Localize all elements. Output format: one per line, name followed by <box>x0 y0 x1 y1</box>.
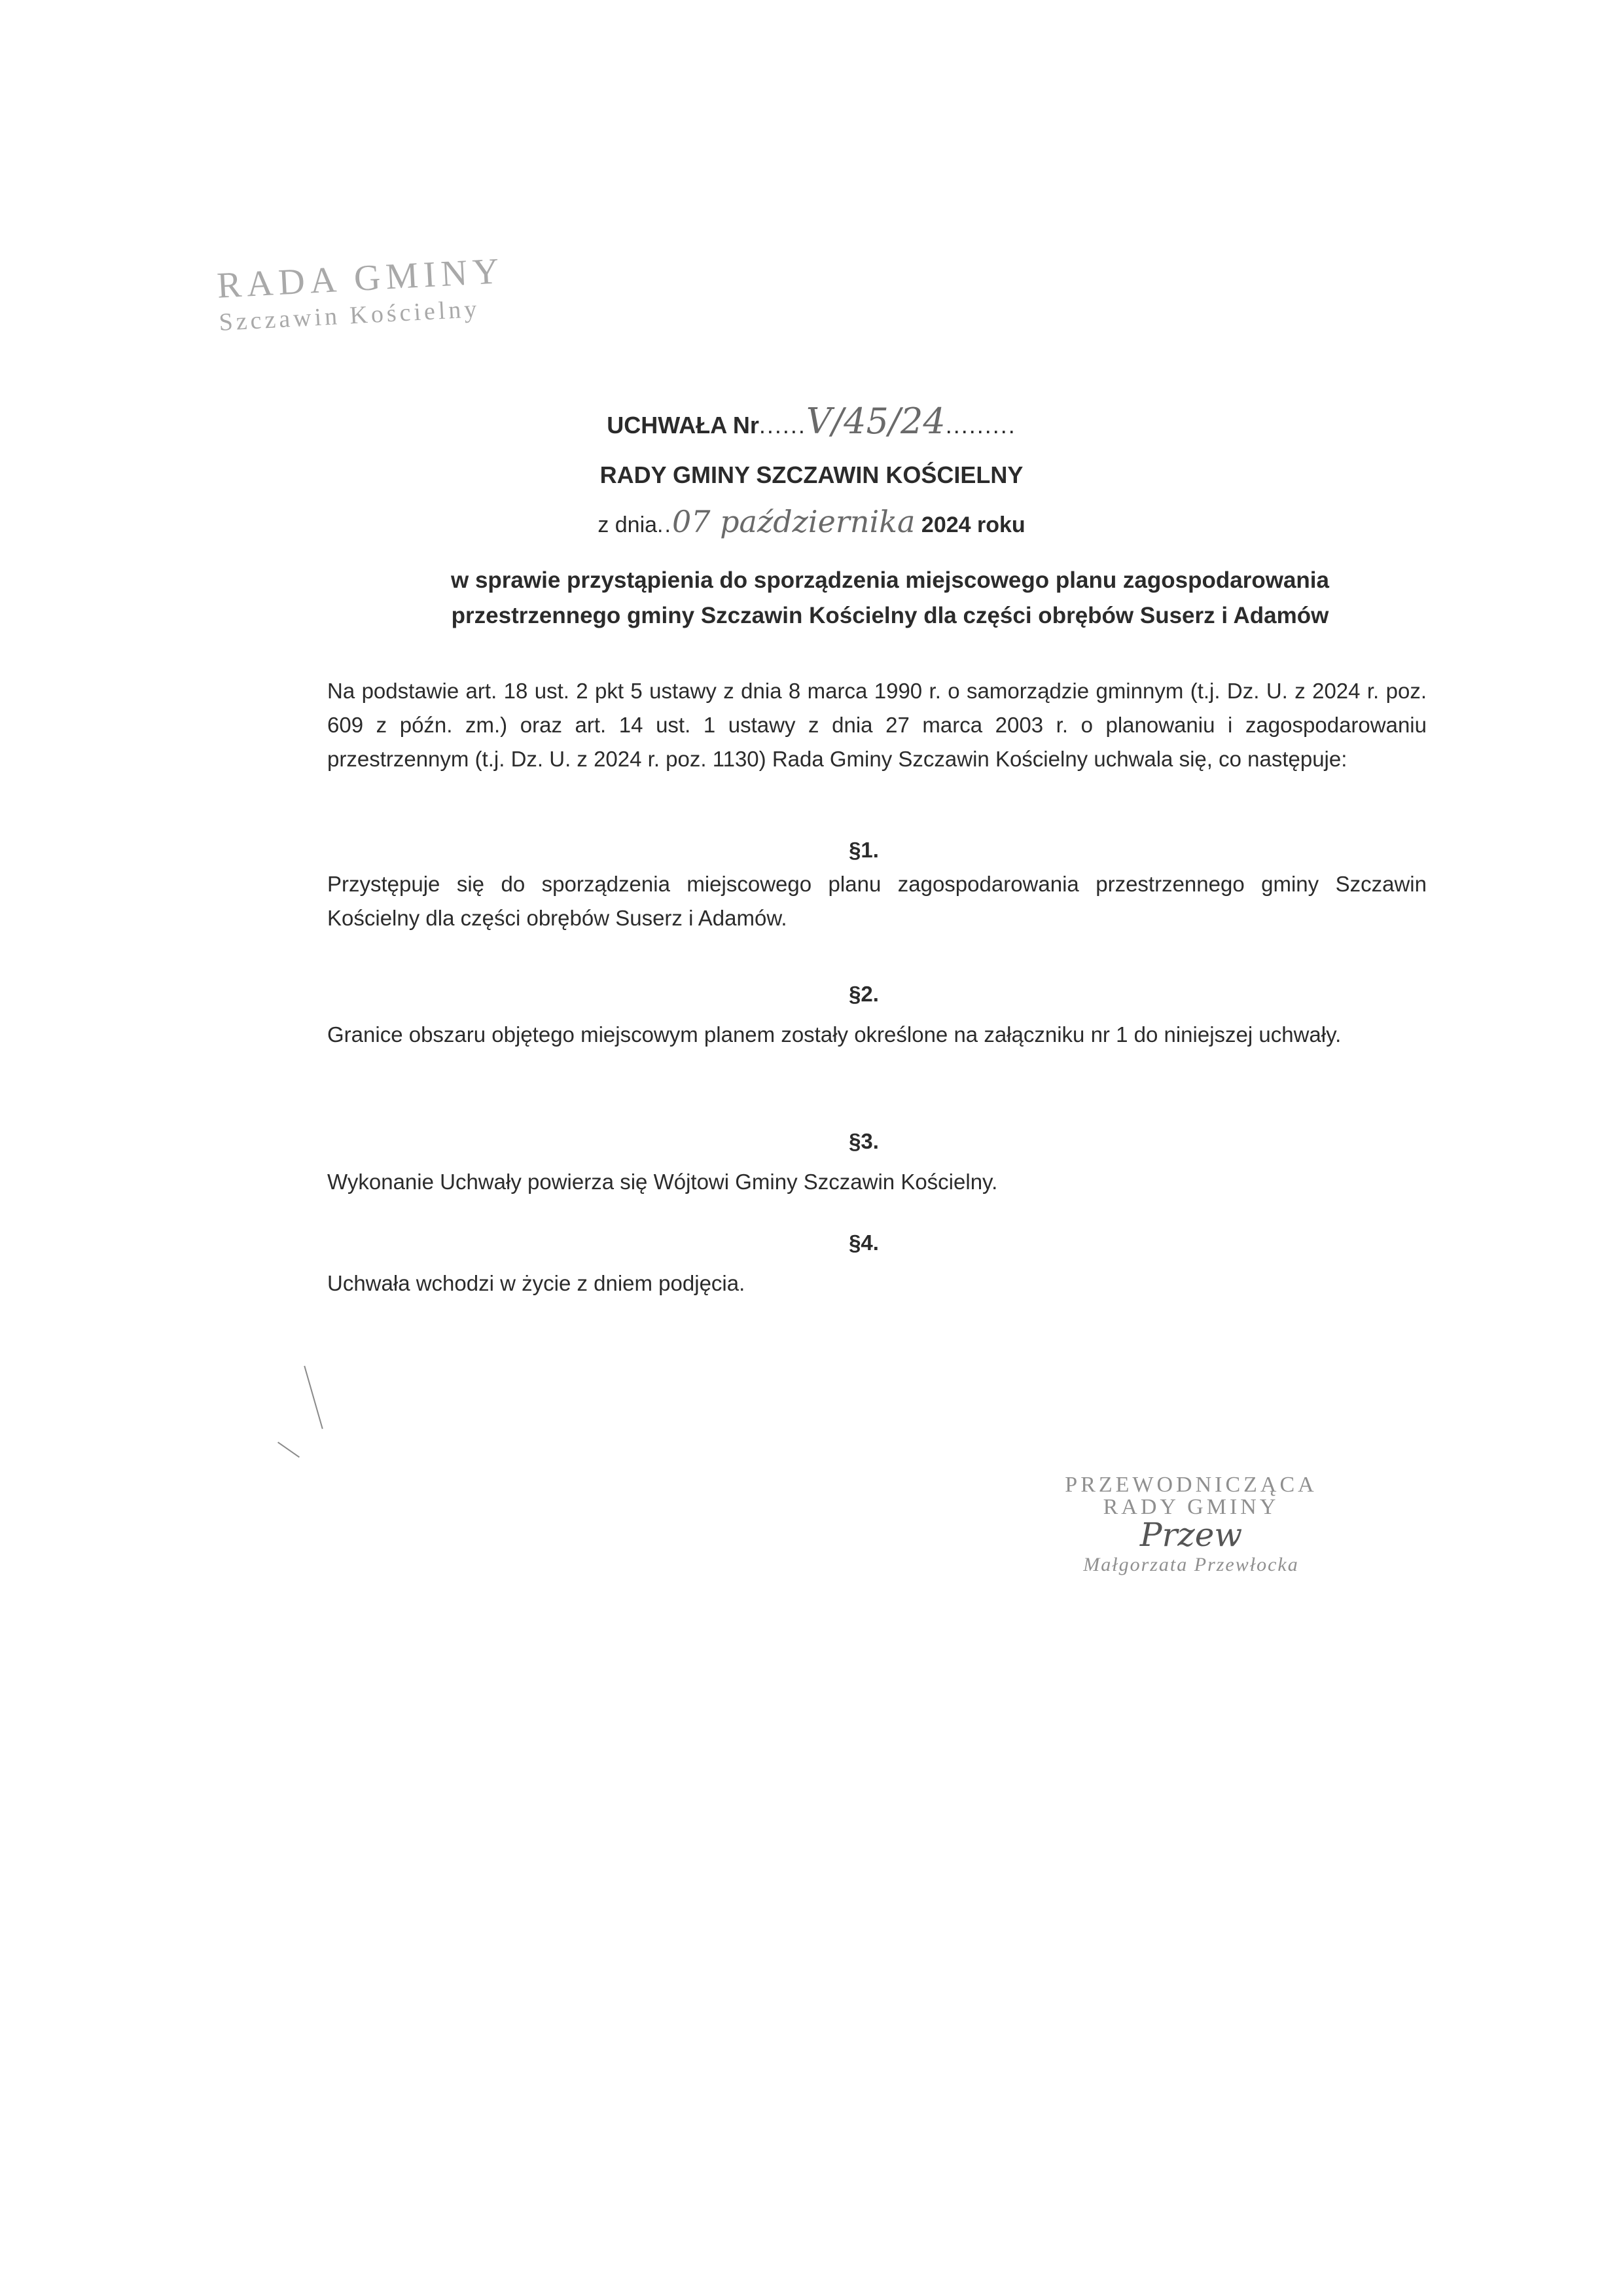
section-4-text: Uchwała wchodzi w życie z dniem podjęcia. <box>327 1271 745 1295</box>
section-3-text: Wykonanie Uchwały powierza się Wójtowi Gminy Szczawin Kościelny. <box>327 1170 998 1194</box>
signature: Przew <box>1139 1516 1243 1554</box>
section-2-text: Granice obszaru objętego miejscowym planem zostały określone na załączniku nr 1 do niniejszej uchwały. <box>327 1022 1342 1047</box>
chairperson-stamp <box>1021 1473 1361 1576</box>
council-title: RADY GMINY SZCZAWIN KOŚCIELNY <box>599 461 1024 488</box>
section-1-text: Przystępuje się do sporządzenia miejscowego planu zagospodarowania przestrzennego gminy Szczawin Kościelny dla części obrębów Suserz i Adamów. <box>327 872 1427 930</box>
date-line <box>0 504 1623 539</box>
section-3-label: §3. <box>849 1129 879 1153</box>
scan-mark-1 <box>304 1366 323 1429</box>
date-dots: .. <box>657 512 672 537</box>
scan-mark-2 <box>277 1442 300 1458</box>
date-suffix: 2024 roku <box>921 512 1026 537</box>
section-2-label: §2. <box>849 982 879 1006</box>
resolution-number-line <box>0 401 1623 442</box>
section-1-label: §1. <box>849 838 879 862</box>
date-prefix: z dnia <box>597 512 658 537</box>
resolution-number-handwritten: V/45/24 <box>806 401 946 442</box>
stamp-line-2: Szczawin Kościelny <box>218 295 481 336</box>
chairperson-name: Małgorzata Przewłocka <box>1083 1554 1299 1575</box>
dots-left: ...... <box>758 412 806 439</box>
council-stamp <box>216 250 507 337</box>
date-handwritten: 07 października <box>671 504 916 539</box>
dots-right: ......... <box>945 412 1016 439</box>
chairperson-title: PRZEWODNICZĄCA <box>1065 1473 1317 1497</box>
resolution-label: UCHWAŁA Nr <box>607 412 759 439</box>
section-4-label: §4. <box>849 1230 879 1255</box>
stamp-line-1: RADA GMINY <box>216 251 506 306</box>
preamble: Na podstawie art. 18 ust. 2 pkt 5 ustawy z dnia 8 marca 1990 r. o samorządzie gminnym (t.j. Dz. U. z 2024 r. poz. 609 z późn. zm.) oraz art. 14 ust. 1 ustawy z dnia 27 marca 2003 r. o planowaniu i zagospodarowaniu przestrzennym (t.j. Dz. U. z 2024 r. poz. 1130) Rada Gminy Szczawin Kościelny uchwala się, co następuje: <box>327 679 1427 771</box>
resolution-subject: w sprawie przystąpienia do sporządzenia miejscowego planu zagospodarowania przestrzennego gminy Szczawin Kościelny dla części obrębów Suserz i Adamów <box>451 567 1329 628</box>
chairperson-council: RADY GMINY <box>1103 1495 1279 1519</box>
